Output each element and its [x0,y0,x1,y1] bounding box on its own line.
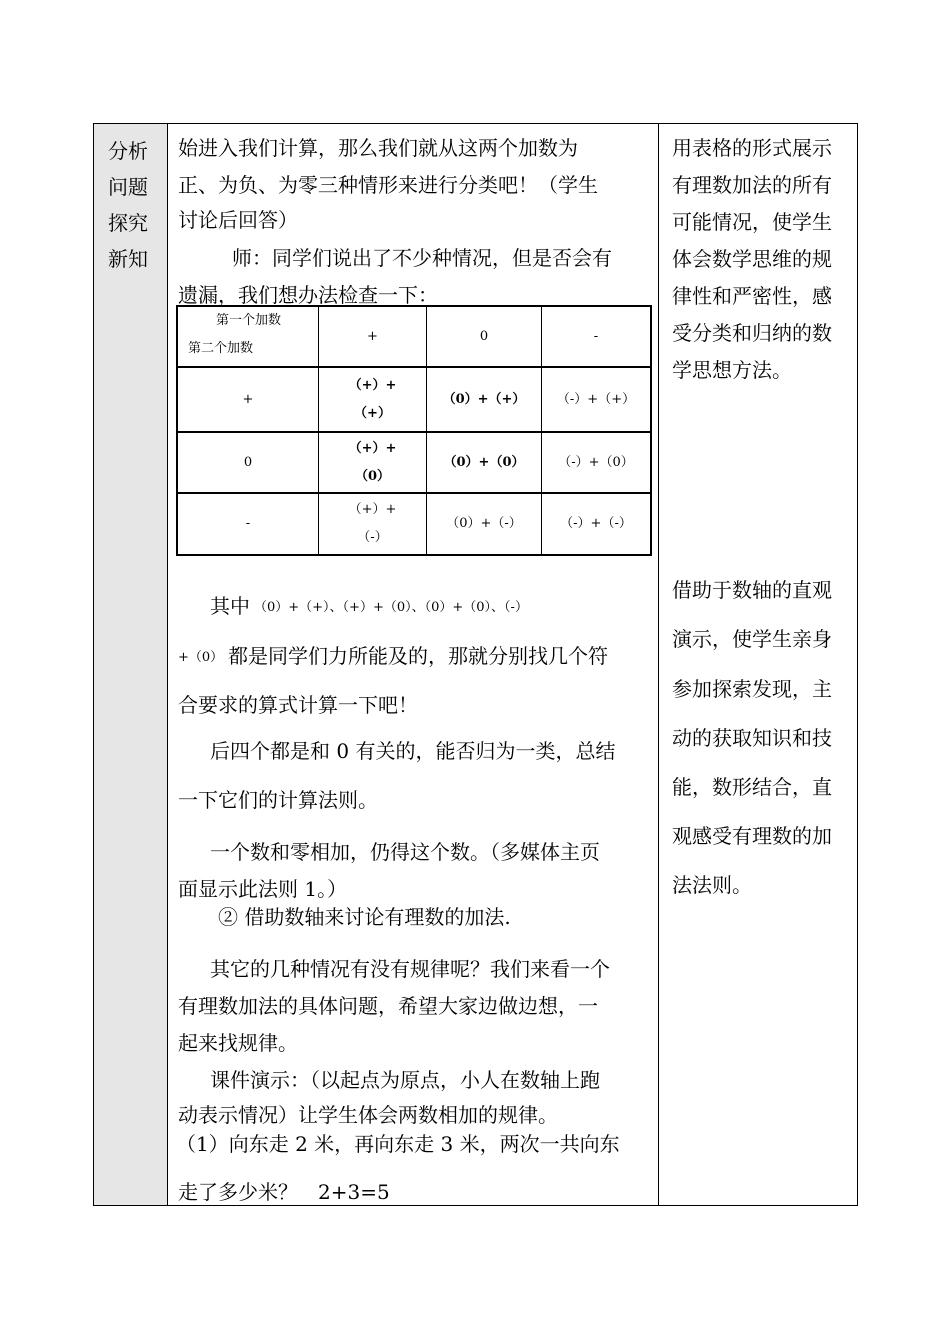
table-cell: （0）+（-） [446,516,522,531]
table-cell: （-）+（0） [558,454,634,470]
note-line: 参加探索发现，主 [672,677,832,701]
body-text-line: 后四个都是和 0 有关的，能否归为一类，总结 [210,739,616,763]
design-intent-column [659,124,857,1205]
body-text-line: 动表示情况）让学生体会两数相加的规律。 [178,1103,558,1127]
table-header-first-addend: 第一个加数 [216,313,282,328]
section-label-line: 探究 [108,211,148,235]
body-text-line: 都是同学们力所能及的，那就分别找几个符 [228,644,608,668]
body-text-line: 师：同学们说出了不少种情况，但是否会有 [232,246,612,270]
body-text-line: 走了多少米？ 2+3=5 [178,1180,390,1204]
table-cell: （0）+（+） [442,391,526,407]
body-text-line: 有理数加法的具体问题，希望大家边做边想，一 [178,994,598,1018]
body-text-line: 起来找规律。 [178,1031,298,1055]
body-text-line: 一个数和零相加，仍得这个数。（多媒体主页 [210,840,600,864]
body-text-line: 一下它们的计算法则。 [178,788,378,812]
row-header-positive: + [242,391,254,407]
table-cell: （+）+ （+） [348,377,397,421]
section-label-line: 问题 [108,175,148,199]
note-line: 演示，使学生亲身 [672,627,832,651]
section-label-line: 分析 [108,139,148,163]
body-text-line: 遗漏，我们想办法检查一下： [178,283,438,307]
row-header-negative: - [245,516,251,531]
note-line: 可能情况，使学生 [672,210,832,234]
body-text-line: 始进入我们计算，那么我们就从这两个加数为 [178,136,578,160]
body-text-line: 合要求的算式计算一下吧！ [178,693,418,717]
note-line: 能，数形结合，直 [672,775,832,799]
col-header-negative: - [593,328,599,344]
table-cell: （0）+（0） [443,454,525,470]
body-text-line: 讨论后回答） [178,208,298,232]
body-text-line: （1）向东走 2 米，再向东走 3 米，两次一共向东 [176,1132,620,1156]
note-line: 用表格的形式展示 [672,136,832,160]
section-label-line: 新知 [108,247,148,271]
body-text-line: ② 借助数轴来讨论有理数的加法. [218,905,511,929]
body-text-lead: 其中 [210,594,250,618]
body-text-small: （0）+（+）、（+）+（0）、（0）+（0）、（-） [254,600,528,615]
body-text-line: 面显示此法则 1。） [178,877,348,901]
table-cell: （+）+ （0） [348,440,397,484]
body-text-line: 课件演示：（以起点为原点，小人在数轴上跑 [210,1068,600,1092]
body-text-line: 其它的几种情况有没有规律呢？我们来看一个 [210,957,610,981]
note-line: 借助于数轴的直观 [672,578,832,602]
col-header-positive: + [367,328,378,344]
note-line: 动的获取知识和技 [672,726,832,750]
addition-cases-table [176,305,652,556]
body-text-small: +（0） [178,650,224,665]
note-line: 有理数加法的所有 [672,173,832,197]
section-label-column [94,124,168,1205]
note-line: 观感受有理数的加 [672,824,832,848]
table-header-second-addend: 第二个加数 [188,341,254,356]
note-line: 受分类和归纳的数 [672,321,832,345]
note-line: 体会数学思维的规 [672,247,832,271]
table-cell: （-）+（+） [556,391,636,407]
note-line: 法法则。 [672,873,752,897]
note-line: 律性和严密性，感 [672,284,832,308]
body-text-line: 正、为负、为零三种情形来进行分类吧！（学生 [178,173,598,197]
table-cell: （-）+（-） [560,516,632,531]
table-cell: （+）+ （-） [348,502,397,545]
note-line: 学思想方法。 [672,358,792,382]
row-header-zero: 0 [243,454,253,470]
col-header-zero: 0 [479,328,489,344]
